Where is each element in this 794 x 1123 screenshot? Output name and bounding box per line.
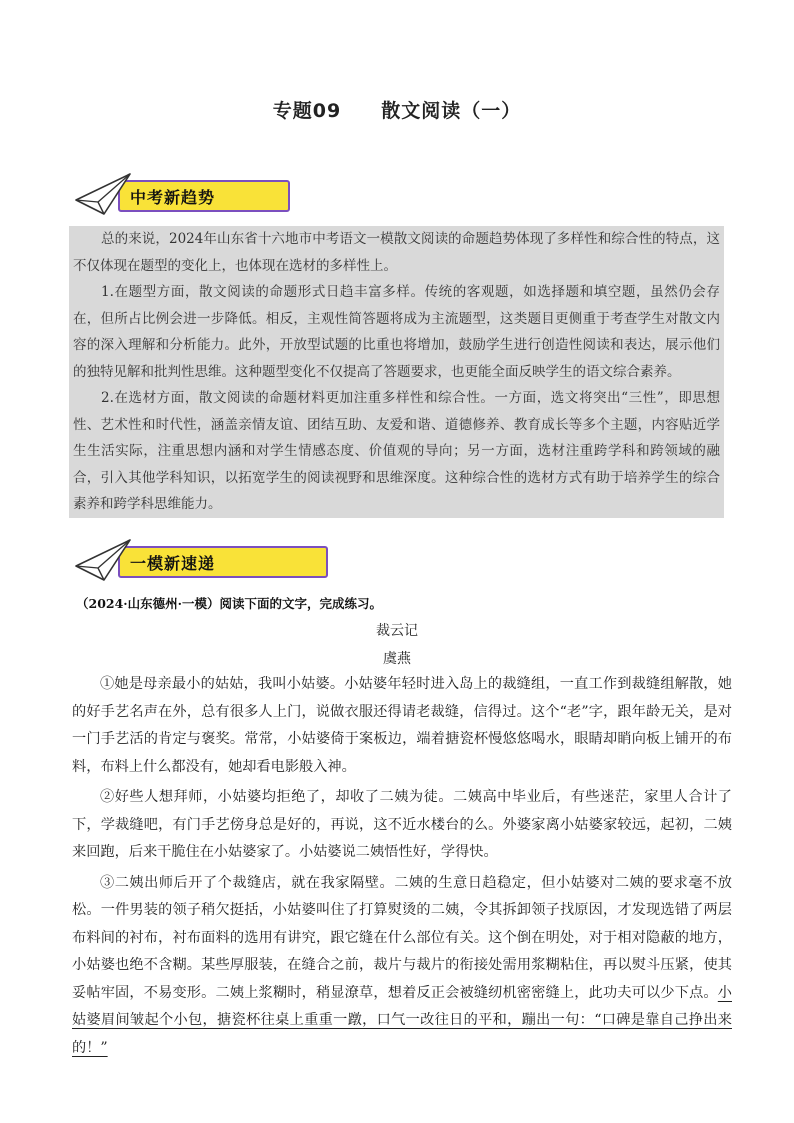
question-source: （2024·山东德州·一模）阅读下面的文字，完成练习。 <box>76 596 382 611</box>
trend-paragraph: 2.在选材方面，散文阅读的命题材料更加注重多样性和综合性。一方面，选文将突出“三性”，即思想性、艺术性和时代性，涵盖亲情友谊、团结互助、友爱和谐、道德修养、教育成长等多个主题，内容贴近学生生活实际，注重思想内涵和对学生情感态度、价值观的导向；另一方面，选材注重跨学科和跨领域的融合，引入其他学科知识，以拓宽学生的阅读视野和思维深度。这种综合性的选材方式有助于培养学生的综合素养和跨学科思维能力。 <box>69 385 724 518</box>
underlined-sentence: 小姑婆眉间皱起个小包，搪瓷杯往桌上重重一蹾，口气一改往日的平和，蹦出一句：“口碑是靠自己挣出来的！” <box>72 984 732 1056</box>
banner-label: 一模新速递 <box>130 554 216 573</box>
article-paragraph: ②好些人想拜师，小姑婆均拒绝了，却收了二姨为徒。二姨高中毕业后，有些迷茫，家里人合计了下，学裁缝吧，有门手艺傍身总是好的，再说，这不近水楼台的么。外婆家离小姑婆家较远，起初，二姨来回跑，后来干脆住在小姑婆家了。小姑婆说二姨悟性好，学得快。 <box>72 789 732 860</box>
paper-plane-icon <box>74 536 134 586</box>
article-paragraph <box>72 870 732 1063</box>
section-banner-exam <box>74 540 264 582</box>
trend-paragraph: 总的来说，2024年山东省十六地市中考语文一模散文阅读的命题趋势体现了多样性和综合性的特点，这不仅体现在题型的变化上，也体现在选材的多样性上。 <box>69 226 724 279</box>
title-subject: 散文阅读（一） <box>381 100 522 122</box>
section-banner-trends <box>74 174 264 216</box>
article-paragraph: ①她是母亲最小的姑姑，我叫小姑婆。小姑婆年轻时进入岛上的裁缝组，一直工作到裁缝组解散，她的好手艺名声在外，总有很多人上门，说做衣服还得请老裁缝，信得过。这个“老”字，跟年龄无关，是对一门手艺活的肯定与褒奖。常常，小姑婆倚于案板边，端着搪瓷杯慢悠悠喝水，眼睛却睄向板上铺开的布料，布料上什么都没有，她却看电影般入神。 <box>72 676 732 775</box>
banner-label: 中考新趋势 <box>130 188 216 207</box>
article-title: 裁云记 <box>376 623 418 639</box>
title-topic: 专题09 <box>272 100 342 122</box>
paper-plane-icon <box>74 170 134 220</box>
article-author: 虞燕 <box>383 651 411 667</box>
page-title <box>0 96 794 123</box>
trend-summary <box>69 226 724 518</box>
article-paragraph-text: ③二姨出师后开了个裁缝店，就在我家隔壁。二姨的生意日趋稳定，但小姑婆对二姨的要求毫不放松。一件男装的领子稍欠挺括，小姑婆叫住了打算熨烫的二姨，令其拆卸领子找原因，才发现选错了两层布料间的衬布，衬布面料的选用有讲究，跟它缝在什么部位有关。这个倒在明处，对于相对隐蔽的地方，小姑婆也绝不含糊。某些厚服装，在缝合之前，裁片与裁片的衔接处需用浆糊粘住，再以熨斗压紧，使其妥帖牢固，不易变形。二姨上浆糊时，稍显潦草，想着反正会被缝纫机密密缝上，此功夫可以少下点。 <box>72 874 732 1001</box>
article-body <box>72 671 732 1062</box>
trend-paragraph: 1.在题型方面，散文阅读的命题形式日趋丰富多样。传统的客观题，如选择题和填空题，虽然仍会存在，但所占比例会进一步降低。相反，主观性简答题将成为主流题型，这类题目更侧重于考查学生对散文内容的深入理解和分析能力。此外，开放型试题的比重也将增加，鼓励学生进行创造性阅读和表达，展示他们的独特见解和批判性思维。这种题型变化不仅提高了答题要求，也更能全面反映学生的语文综合素养。 <box>69 279 724 385</box>
